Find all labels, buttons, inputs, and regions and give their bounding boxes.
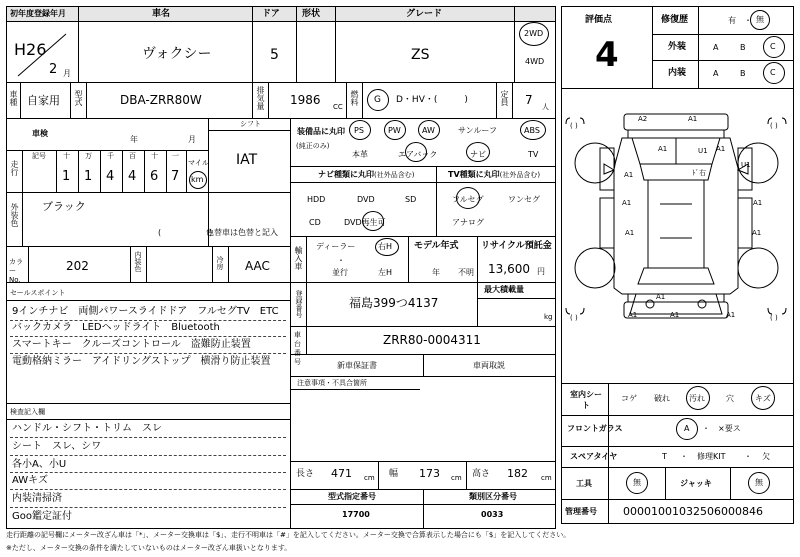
import-dot: ・ [337, 256, 345, 265]
notes-label: 注意事項・不具合箇所 [297, 379, 367, 387]
svg-text:( ): ( ) [570, 122, 578, 130]
grade-label: グレード [406, 9, 443, 19]
length-unit: cm [364, 474, 375, 482]
svg-text:( ): ( ) [770, 122, 778, 130]
dmg-mark-4: A1 [716, 145, 726, 153]
model-year-label: モデル年式 [414, 241, 459, 251]
navi-dvd-play: DVD再生可 [344, 218, 386, 227]
type-label: 型式指定番号 [328, 492, 376, 501]
inspection-label: 検査記入欄 [10, 408, 45, 416]
color-no-label: カラーNo. [9, 258, 23, 284]
int-grade-a: A [713, 69, 719, 78]
sales-line-4: 電動格納ミラー アイドリングストップ 横滑り防止装置 [12, 356, 271, 367]
equip-leather: 本革 [352, 150, 368, 159]
registration-label: 登録番号 [295, 290, 303, 318]
registration-era: H26 [14, 40, 47, 59]
door-label: ドア [262, 9, 280, 19]
spare-missing: 欠 [762, 452, 770, 461]
footer-line-1: 走行距離の記号欄にメーター改ざん車は「*」、メーター交換車は「$」、走行不明車は「#」を記入してください。メーター交換で合算表示した場合にも「$」を記入してください。 [6, 531, 571, 539]
management-number: 0000100103250600084​6 [623, 505, 763, 518]
int-grade-c: C [770, 68, 776, 77]
svg-text:( ): ( ) [770, 314, 778, 322]
ac-label: 冷房 [216, 256, 224, 270]
dmg-mark-7: A1 [624, 171, 634, 179]
import-dealer: ディーラー [316, 242, 356, 251]
shift-value: IAT [236, 152, 258, 168]
chassis-number: ZRR80-0004311 [383, 333, 481, 347]
shaken-year: 年 [130, 135, 138, 144]
mile-label: マイル [188, 159, 209, 167]
ext-grade-b: B [740, 43, 746, 52]
digit-label-1: 十 [63, 152, 70, 160]
equipment-sub: (純正のみ) [296, 142, 330, 150]
width-unit: cm [451, 474, 462, 482]
dmg-mark-12: A1 [628, 311, 638, 319]
month-unit: 月 [63, 69, 71, 78]
score-label: 評価点 [585, 15, 613, 25]
model-code: DBA-ZRR80W [120, 93, 202, 107]
digit-2: 1 [84, 169, 93, 184]
windshield-label: フロントガラス [567, 424, 623, 433]
fuel-other: D・HV・( ) [396, 95, 468, 105]
shift-label: シフト [240, 120, 261, 128]
displacement-label: 排気量 [256, 86, 265, 110]
max-load-unit: kg [544, 313, 553, 321]
model-label: 型式 [74, 90, 83, 106]
jack-label: ジャッキ [680, 479, 712, 488]
spare-dot-2: ・ [744, 452, 752, 461]
tools-label: 工具 [576, 479, 592, 488]
seat-koge: コゲ [621, 394, 637, 403]
import-right-h: 右H [378, 242, 393, 251]
seat-yabure: 破れ [654, 394, 670, 403]
usage-label: 車種 [9, 90, 18, 106]
inspection-line-4: AWキズ [12, 475, 48, 486]
windshield-a: A [684, 424, 690, 433]
int-grade-label: 内装 [668, 68, 687, 78]
height-label: 高さ [472, 469, 491, 479]
import-parallel: 並行 [332, 268, 348, 277]
tools-value: 無 [633, 478, 641, 487]
dmg-mark-9: A1 [753, 199, 763, 207]
displacement-value: 1986 [290, 93, 321, 107]
registration-plate: 福島399つ4137 [349, 296, 439, 310]
dmg-mark-6: U1 [741, 161, 751, 169]
sales-line-3: スマートキー クルーズコントロール 盗難防止装置 [12, 339, 251, 350]
chassis-label: 車台番号 [294, 331, 301, 366]
digit-3: 4 [106, 169, 115, 184]
dmg-mark-1: A2 [638, 115, 648, 123]
tv-header: TV種類に丸印(社外品含む) [448, 170, 541, 179]
equip-ps: PS [354, 126, 364, 135]
door-count: 5 [270, 47, 279, 63]
shaken-label: 車検 [32, 129, 48, 138]
dmg-mark-8: A1 [622, 199, 632, 207]
fuel-label: 燃料 [350, 90, 359, 106]
digit-4: 4 [128, 169, 137, 184]
inspection-line-1: ハンドル・シフト・トリム スレ [12, 423, 162, 434]
grade-value: ZS [411, 47, 430, 63]
shape-label: 形状 [302, 9, 321, 19]
tv-fullseg: フルセグ [452, 195, 484, 204]
windshield-dot: ・ [702, 424, 710, 433]
width-label: 幅 [389, 469, 399, 479]
repair-label: 修復歴 [661, 15, 689, 25]
repair-dot: ・ [744, 16, 752, 25]
height-unit: cm [541, 474, 552, 482]
height-value: 182 [507, 467, 528, 480]
recycle-label: リサイクル預託金 [481, 241, 552, 251]
seat-ana: 穴 [726, 394, 734, 403]
spare-label: スペアタイヤ [570, 452, 618, 461]
equipment-label: 装備品に丸印 [297, 127, 345, 136]
exterior-paren: ( ) [158, 228, 213, 237]
class-number: 0033 [481, 510, 504, 519]
digit-label-2: 万 [85, 152, 92, 160]
score-value: 4 [595, 35, 619, 75]
dmg-mark-3: A1 [658, 145, 668, 153]
equip-airbag: エアバック [398, 150, 438, 159]
name-label: 車名 [152, 9, 171, 19]
spare-t: T [662, 452, 667, 461]
color-code: 202 [66, 259, 89, 273]
model-year-unit: 年 [432, 268, 440, 277]
navi-cd: CD [309, 218, 321, 227]
new-car-warranty: 新車保証書 [337, 361, 377, 370]
seat-yogore: 汚れ [689, 394, 705, 403]
vehicle-manual: 車両取説 [473, 361, 505, 370]
length-value: 471 [331, 467, 352, 480]
year-label: 初年度登録年月 [10, 9, 66, 18]
ext-grade-a: A [713, 43, 719, 52]
inspection-line-2: シート スレ、シワ [12, 441, 102, 452]
cc-unit: CC [333, 103, 343, 111]
type-number: 17700 [342, 510, 370, 519]
inspection-line-3: 各小A、小U [12, 459, 67, 470]
fuel-g: G [374, 95, 381, 105]
interior-color-label: 内装色 [134, 251, 142, 272]
kigo-label: 記号 [32, 152, 46, 160]
dmg-mark-14: A1 [726, 311, 736, 319]
footer-line-2: ※ただし、メーター交換の条件を満たしていないものはメーター改ざん車扱いとなります。 [6, 544, 292, 552]
management-label: 管理番号 [565, 507, 597, 516]
inspection-line-6: Goo鑑定証付 [12, 511, 72, 522]
repair-none: 無 [756, 15, 764, 24]
digit-label-4: 百 [129, 152, 136, 160]
digit-5: 6 [150, 169, 159, 184]
shaken-month: 月 [188, 135, 196, 144]
svg-text:( ): ( ) [570, 314, 578, 322]
navi-header: ナビ種類に丸印(社外品含む) [318, 170, 415, 179]
dmg-note: ﾄﾞ右 [692, 169, 706, 177]
digit-6: 7 [171, 169, 180, 184]
car-name: ヴォクシー [142, 46, 212, 62]
drive-4wd: 4WD [525, 57, 545, 66]
sales-line-2: バックカメラ LEDヘッドライト Bluetooth [12, 322, 220, 333]
registration-month: 2 [49, 62, 58, 77]
model-year-unknown: 不明 [458, 268, 474, 277]
exterior-note: 色替車は色替と記入 [206, 228, 278, 237]
tv-analog: アナログ [452, 218, 484, 227]
digit-label-6: 一 [172, 152, 179, 160]
drive-2wd: 2WD [524, 29, 544, 38]
windshield-replace: ×要ス [718, 424, 741, 433]
ext-grade-label: 外装 [668, 42, 687, 52]
car-diagram [562, 108, 792, 378]
length-label: 長さ [296, 469, 315, 479]
equip-abs: ABS [524, 126, 540, 135]
sales-line-1: 9インチナビ 両側パワースライドドア フルセグTV ETC [12, 306, 279, 317]
import-label: 輸入車 [294, 246, 303, 270]
ac-value: AAC [245, 259, 270, 273]
digit-label-5: 十 [151, 152, 158, 160]
dmg-mark-5: U1 [698, 147, 708, 155]
dmg-mark-11: A1 [752, 229, 762, 237]
digit-1: 1 [62, 169, 71, 184]
dmg-mark-2: A1 [688, 115, 698, 123]
navi-sd: SD [405, 195, 417, 204]
equip-navi: ナビ [470, 150, 486, 159]
seat-kizu: キズ [755, 394, 771, 403]
seat-label: 室内シート [570, 390, 602, 410]
dmg-mark-10: A1 [625, 229, 635, 237]
equip-pw: PW [388, 126, 401, 135]
usage-value: 自家用 [27, 94, 60, 107]
equip-aw: AW [422, 126, 435, 135]
max-load-label: 最大積載量 [484, 285, 524, 294]
navi-hdd: HDD [307, 195, 326, 204]
int-grade-b: B [740, 69, 746, 78]
mileage-label: 走行 [10, 160, 19, 176]
equip-sunroof: サンルーフ [458, 126, 497, 135]
width-value: 173 [419, 467, 440, 480]
capacity-unit: 人 [542, 103, 549, 111]
spare-dot-1: ・ [680, 452, 688, 461]
repair-have: 有 [728, 16, 736, 25]
exterior-color: ブラック [42, 200, 86, 213]
digit-label-3: 千 [107, 152, 114, 160]
navi-dvd: DVD [357, 195, 375, 204]
spare-kit: 修理KIT [697, 452, 726, 461]
dmg-mark-13: A1 [670, 311, 680, 319]
ext-grade-c: C [770, 42, 776, 51]
recycle-value: 13,600 [488, 262, 530, 276]
recycle-yen: 円 [537, 267, 545, 276]
km-label: km [191, 175, 204, 184]
capacity-label: 定員 [500, 90, 509, 106]
equip-tv: TV [528, 150, 539, 159]
tv-oneseg: ワンセグ [508, 195, 540, 204]
capacity-value: 7 [525, 93, 533, 107]
exterior-label: 外装色 [10, 203, 19, 227]
jack-value: 無 [755, 478, 763, 487]
import-left-h: 左H [378, 268, 393, 277]
inspection-line-5: 内装清掃済 [12, 493, 62, 504]
class-label: 類別区分番号 [469, 492, 517, 501]
sales-label: セールスポイント [10, 289, 66, 297]
dmg-mark-15: A1 [656, 293, 666, 301]
